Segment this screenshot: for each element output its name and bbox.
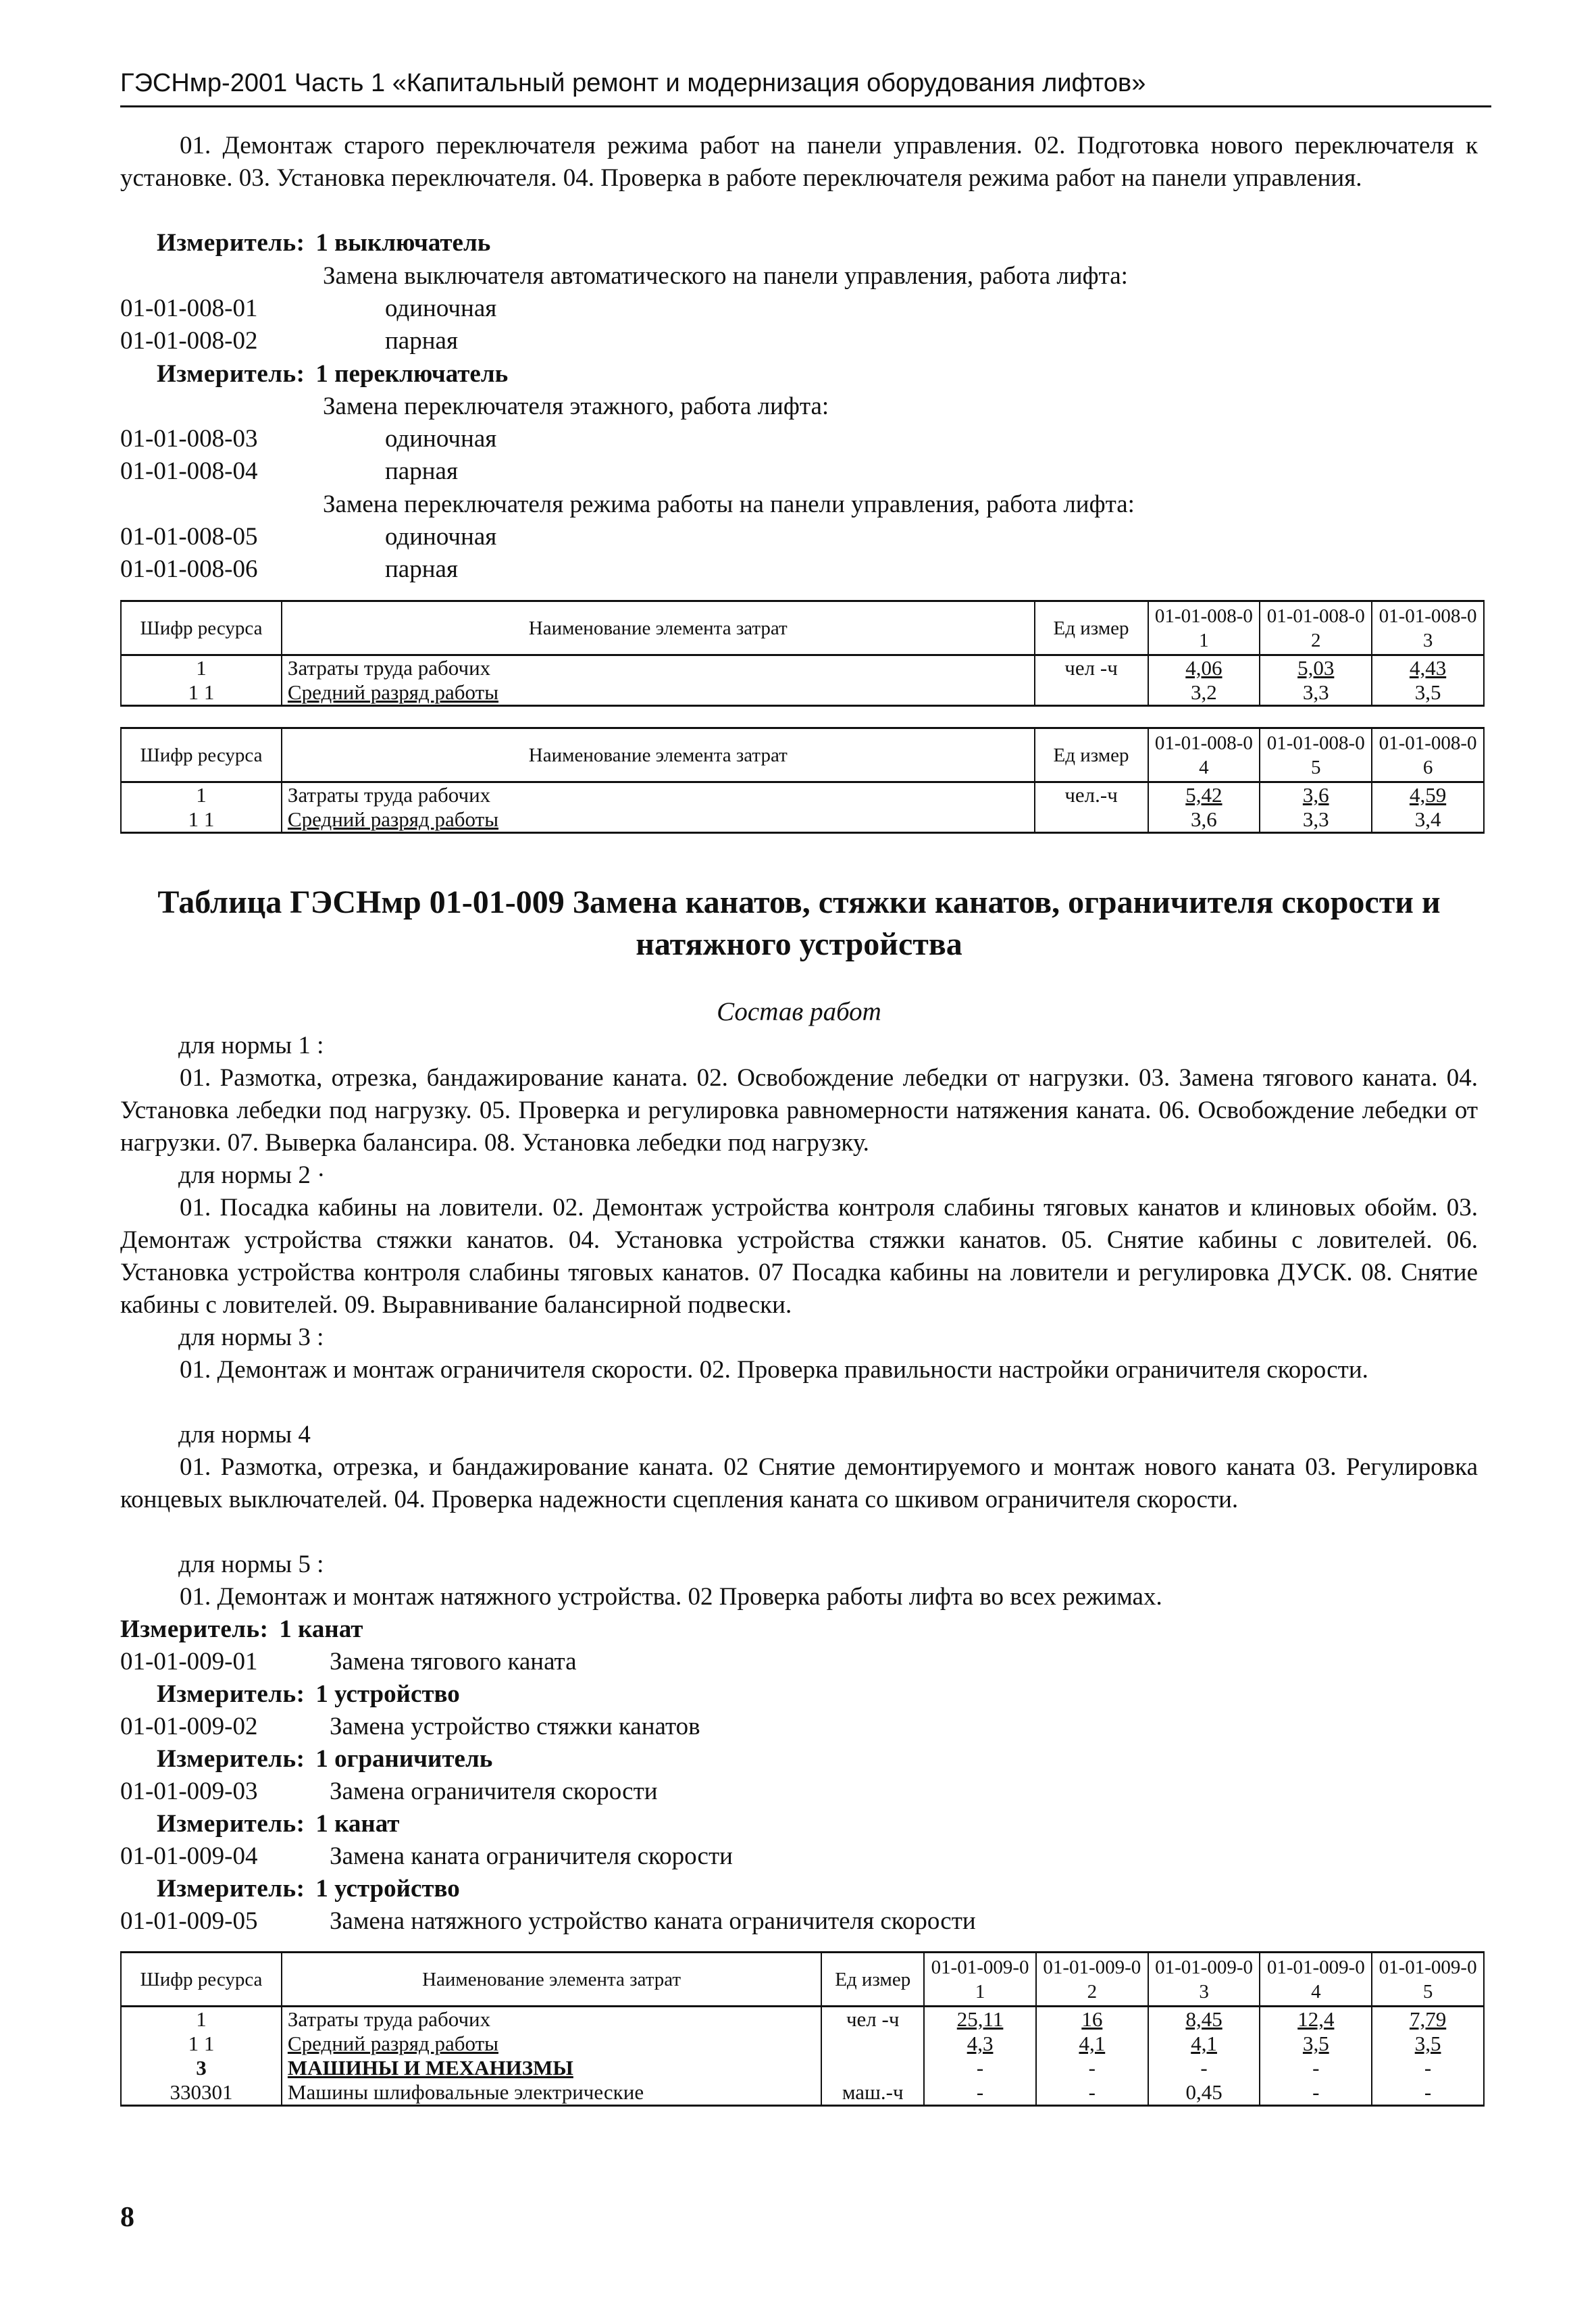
col-cost-name: Наименование элемента затрат bbox=[282, 1953, 821, 2007]
measure-label: Измеритель: bbox=[157, 1810, 305, 1838]
measure-label: Измеритель: bbox=[157, 1680, 305, 1708]
measure-label: Измеритель: bbox=[157, 360, 305, 388]
cell-value: 3,5 bbox=[1260, 2032, 1372, 2056]
cell-value: 3,4 bbox=[1372, 807, 1484, 833]
cell-value: 4,1 bbox=[1148, 2032, 1260, 2056]
cell-name: МАШИНЫ И МЕХАНИЗМЫ bbox=[282, 2056, 821, 2080]
norm-5-label: для нормы 5 : bbox=[178, 1551, 324, 1578]
cell-unit: чел.-ч bbox=[1035, 782, 1148, 808]
cell-value: 3,3 bbox=[1260, 680, 1372, 706]
norm-2-label: для нормы 2 · bbox=[178, 1161, 326, 1189]
code-01-01-008-04: 01-01-008-04 bbox=[120, 457, 258, 485]
item-2-measure bbox=[157, 1678, 460, 1711]
cell-code: 3 bbox=[121, 2056, 282, 2080]
header-rule bbox=[120, 105, 1491, 107]
table-header-row bbox=[121, 1953, 1484, 2007]
cell-value: - bbox=[1036, 2056, 1148, 2080]
cell-value: - bbox=[924, 2080, 1036, 2106]
composition-title: Состав работ bbox=[717, 997, 881, 1026]
cell-value: 7,79 bbox=[1372, 2007, 1484, 2032]
code-01-01-009-04: 01-01-009-04 bbox=[120, 1842, 258, 1870]
code-01-01-008-01: 01-01-008-01 bbox=[120, 295, 258, 322]
item-3-measure bbox=[157, 1743, 492, 1776]
page-number: 8 bbox=[120, 2202, 134, 2233]
col-norm: 01-01-008-01 bbox=[1148, 601, 1260, 655]
col-norm: 01-01-008-05 bbox=[1260, 728, 1372, 782]
cell-value: 3,2 bbox=[1148, 680, 1260, 706]
norm-1-text bbox=[120, 1062, 1478, 1159]
cell-value: - bbox=[1148, 2056, 1260, 2080]
cell-unit bbox=[1035, 680, 1148, 706]
cell-unit: маш.-ч bbox=[821, 2080, 924, 2106]
code-01-01-008-02: 01-01-008-02 bbox=[120, 327, 258, 355]
cell-value: 12,4 bbox=[1260, 2007, 1372, 2032]
cell-unit: чел -ч bbox=[821, 2007, 924, 2032]
code-text: парная bbox=[385, 327, 458, 355]
cell-name: Затраты труда рабочих bbox=[282, 655, 1035, 681]
cell-unit bbox=[1035, 807, 1148, 833]
code-01-01-008-06: 01-01-008-06 bbox=[120, 555, 258, 583]
cell-value: 3,5 bbox=[1372, 2032, 1484, 2056]
code-01-01-008-05: 01-01-008-05 bbox=[120, 523, 258, 551]
norm-1-text-content: 01. Размотка, отрезка, бандажирование каната. 02. Освобождение лебедки от нагрузки. 03. Замена тягового каната. 04. Установка лебедки под нагрузку. 05. Проверка и регулировка равномерности натяжения каната. 06. Освобождение лебедки от нагрузки. 07. Выверка балансира. 08. Установка лебедки под нагрузку. bbox=[120, 1064, 1478, 1157]
cell-code: 1 bbox=[121, 782, 282, 808]
col-resource-code: Шифр ресурса bbox=[121, 601, 282, 655]
running-header: ГЭСНмр-2001 Часть 1 «Капитальный ремонт и модернизация оборудования лифтов» bbox=[120, 69, 1146, 97]
cell-name: Средний разряд работы bbox=[282, 680, 1035, 706]
table-row bbox=[121, 2007, 1484, 2032]
table-title-line-1: Таблица ГЭСНмр 01-01-009 Замена канатов, стяжки канатов, ограничителя скорости и bbox=[157, 884, 1441, 920]
cell-value: - bbox=[1372, 2080, 1484, 2106]
measure-label: Измеритель: bbox=[120, 1615, 269, 1643]
group1-title: Замена выключателя автоматического на панели управления, работа лифта: bbox=[323, 262, 1128, 290]
cell-code: 1 bbox=[121, 655, 282, 681]
cell-value: 25,11 bbox=[924, 2007, 1036, 2032]
norm-3-text-content: 01. Демонтаж и монтаж ограничителя скорости. 02. Проверка правильности настройки ограничителя скорости. bbox=[180, 1356, 1368, 1384]
norm-4-text bbox=[120, 1451, 1478, 1516]
cell-value: - bbox=[1372, 2056, 1484, 2080]
code-01-01-009-02: 01-01-009-02 bbox=[120, 1713, 258, 1740]
col-cost-name: Наименование элемента затрат bbox=[282, 728, 1035, 782]
norm-4-label: для нормы 4 bbox=[178, 1421, 311, 1449]
item-1-measure bbox=[120, 1613, 363, 1646]
cell-unit: чел -ч bbox=[1035, 655, 1148, 681]
cell-value: - bbox=[1036, 2080, 1148, 2106]
cell-value: - bbox=[1260, 2080, 1372, 2106]
measure-value: 1 канат bbox=[279, 1615, 363, 1643]
cell-value: 3,5 bbox=[1372, 680, 1484, 706]
col-norm: 01-01-009-02 bbox=[1036, 1953, 1148, 2007]
measure-2 bbox=[157, 358, 508, 391]
code-text: Замена натяжного устройство каната ограничителя скорости bbox=[330, 1907, 976, 1935]
cell-value: 16 bbox=[1036, 2007, 1148, 2032]
resource-table-2 bbox=[120, 727, 1485, 834]
code-text: Замена каната ограничителя скорости bbox=[330, 1842, 733, 1870]
group2-title: Замена переключателя этажного, работа лифта: bbox=[323, 393, 829, 420]
table-header-row bbox=[121, 728, 1484, 782]
cell-value: 4,3 bbox=[924, 2032, 1036, 2056]
item-4-measure bbox=[157, 1808, 399, 1840]
resource-table-1 bbox=[120, 600, 1485, 707]
cell-value: 0,45 bbox=[1148, 2080, 1260, 2106]
cell-value: - bbox=[1260, 2056, 1372, 2080]
table-row bbox=[121, 680, 1484, 706]
measure-label: Измеритель: bbox=[157, 229, 305, 257]
cell-name: Машины шлифовальные электрические bbox=[282, 2080, 821, 2106]
col-norm: 01-01-009-05 bbox=[1372, 1953, 1484, 2007]
norm-5-text bbox=[120, 1581, 1478, 1613]
col-norm: 01-01-008-02 bbox=[1260, 601, 1372, 655]
table-row bbox=[121, 655, 1484, 681]
col-norm: 01-01-009-04 bbox=[1260, 1953, 1372, 2007]
code-text: парная bbox=[385, 457, 458, 485]
cell-code: 330301 bbox=[121, 2080, 282, 2106]
col-cost-name: Наименование элемента затрат bbox=[282, 601, 1035, 655]
code-text: Замена ограничителя скорости bbox=[330, 1778, 658, 1805]
col-norm: 01-01-008-06 bbox=[1372, 728, 1484, 782]
col-norm: 01-01-009-03 bbox=[1148, 1953, 1260, 2007]
code-01-01-009-05: 01-01-009-05 bbox=[120, 1907, 258, 1935]
table-row bbox=[121, 2032, 1484, 2056]
col-norm: 01-01-009-01 bbox=[924, 1953, 1036, 2007]
cell-value: 5,42 bbox=[1148, 782, 1260, 808]
cell-name: Средний разряд работы bbox=[282, 807, 1035, 833]
col-norm: 01-01-008-03 bbox=[1372, 601, 1484, 655]
table-row bbox=[121, 2080, 1484, 2106]
intro-work-text bbox=[120, 130, 1478, 195]
measure-value: 1 переключатель bbox=[315, 360, 509, 388]
norm-5-text-content: 01. Демонтаж и монтаж натяжного устройства. 02 Проверка работы лифта во всех режимах. bbox=[180, 1583, 1162, 1611]
code-text: Замена тягового каната bbox=[330, 1648, 577, 1676]
code-text: одиночная bbox=[385, 295, 497, 322]
cell-value: 3,3 bbox=[1260, 807, 1372, 833]
cell-value: 4,59 bbox=[1372, 782, 1484, 808]
code-text: парная bbox=[385, 555, 458, 583]
item-5-measure bbox=[157, 1873, 460, 1905]
code-01-01-009-03: 01-01-009-03 bbox=[120, 1778, 258, 1805]
cell-value: 8,45 bbox=[1148, 2007, 1260, 2032]
code-text: одиночная bbox=[385, 523, 497, 551]
measure-label: Измеритель: bbox=[157, 1745, 305, 1773]
cell-unit bbox=[821, 2032, 924, 2056]
measure-value: 1 выключатель bbox=[315, 229, 491, 257]
measure-1 bbox=[157, 227, 490, 259]
norm-1-label: для нормы 1 : bbox=[178, 1032, 324, 1059]
cell-name: Затраты труда рабочих bbox=[282, 782, 1035, 808]
col-unit: Ед измер bbox=[1035, 601, 1148, 655]
norm-3-text bbox=[120, 1354, 1478, 1386]
cell-value: 3,6 bbox=[1148, 807, 1260, 833]
table-row bbox=[121, 2056, 1484, 2080]
cell-code: 1 bbox=[121, 2007, 282, 2032]
cell-value: 5,03 bbox=[1260, 655, 1372, 681]
code-01-01-009-01: 01-01-009-01 bbox=[120, 1648, 258, 1676]
measure-value: 1 канат bbox=[315, 1810, 400, 1838]
table-row bbox=[121, 807, 1484, 833]
cell-value: 3,6 bbox=[1260, 782, 1372, 808]
cell-value: 4,06 bbox=[1148, 655, 1260, 681]
norm-4-text-content: 01. Размотка, отрезка, и бандажирование каната. 02 Снятие демонтируемого и монтаж нового каната 03. Регулировка концевых выключателей. 04. Проверка надежности сцепления каната со шкивом ограничителя скорости. bbox=[120, 1453, 1478, 1513]
measure-value: 1 ограничитель bbox=[315, 1745, 493, 1773]
col-norm: 01-01-008-04 bbox=[1148, 728, 1260, 782]
cell-code: 1 1 bbox=[121, 680, 282, 706]
code-01-01-008-03: 01-01-008-03 bbox=[120, 425, 258, 453]
col-unit: Ед измер bbox=[1035, 728, 1148, 782]
code-text: Замена устройство стяжки канатов bbox=[330, 1713, 700, 1740]
norm-3-label: для нормы 3 : bbox=[178, 1324, 324, 1351]
measure-value: 1 устройство bbox=[315, 1680, 460, 1708]
intro-work-text-content: 01. Демонтаж старого переключателя режима работ на панели управления. 02. Подготовка нового переключателя к установке. 03. Установка переключателя. 04. Проверка в работе переключателя режима работ на панели управления. bbox=[120, 132, 1478, 192]
col-resource-code: Шифр ресурса bbox=[121, 728, 282, 782]
table-header-row bbox=[121, 601, 1484, 655]
cell-value: - bbox=[924, 2056, 1036, 2080]
group3-title: Замена переключателя режима работы на панели управления, работа лифта: bbox=[323, 491, 1135, 518]
cell-value: 4,1 bbox=[1036, 2032, 1148, 2056]
measure-value: 1 устройство bbox=[315, 1875, 460, 1903]
cell-code: 1 1 bbox=[121, 807, 282, 833]
table-row bbox=[121, 782, 1484, 808]
norm-2-text bbox=[120, 1192, 1478, 1322]
col-resource-code: Шифр ресурса bbox=[121, 1953, 282, 2007]
resource-table-3 bbox=[120, 1951, 1485, 2107]
col-unit: Ед измер bbox=[821, 1953, 924, 2007]
measure-label: Измеритель: bbox=[157, 1875, 305, 1903]
code-text: одиночная bbox=[385, 425, 497, 453]
norm-2-text-content: 01. Посадка кабины на ловители. 02. Демонтаж устройства контроля слабины тяговых канатов и клиновых обойм. 03. Демонтаж устройства стяжки канатов. 04. Установка устройства стяжки канатов. 05. Снятие кабины с ловителей. 06. Установка устройства контроля слабины тяговых канатов. 07 Посадка кабины на ловители и регулировка ДУСК. 08. Снятие кабины с ловителей. 09. Выравнивание балансирной подвески. bbox=[120, 1194, 1478, 1319]
cell-name: Затраты труда рабочих bbox=[282, 2007, 821, 2032]
cell-unit bbox=[821, 2056, 924, 2080]
cell-name: Средний разряд работы bbox=[282, 2032, 821, 2056]
cell-code: 1 1 bbox=[121, 2032, 282, 2056]
cell-value: 4,43 bbox=[1372, 655, 1484, 681]
table-title-line-2: натяжного устройства bbox=[636, 926, 962, 962]
